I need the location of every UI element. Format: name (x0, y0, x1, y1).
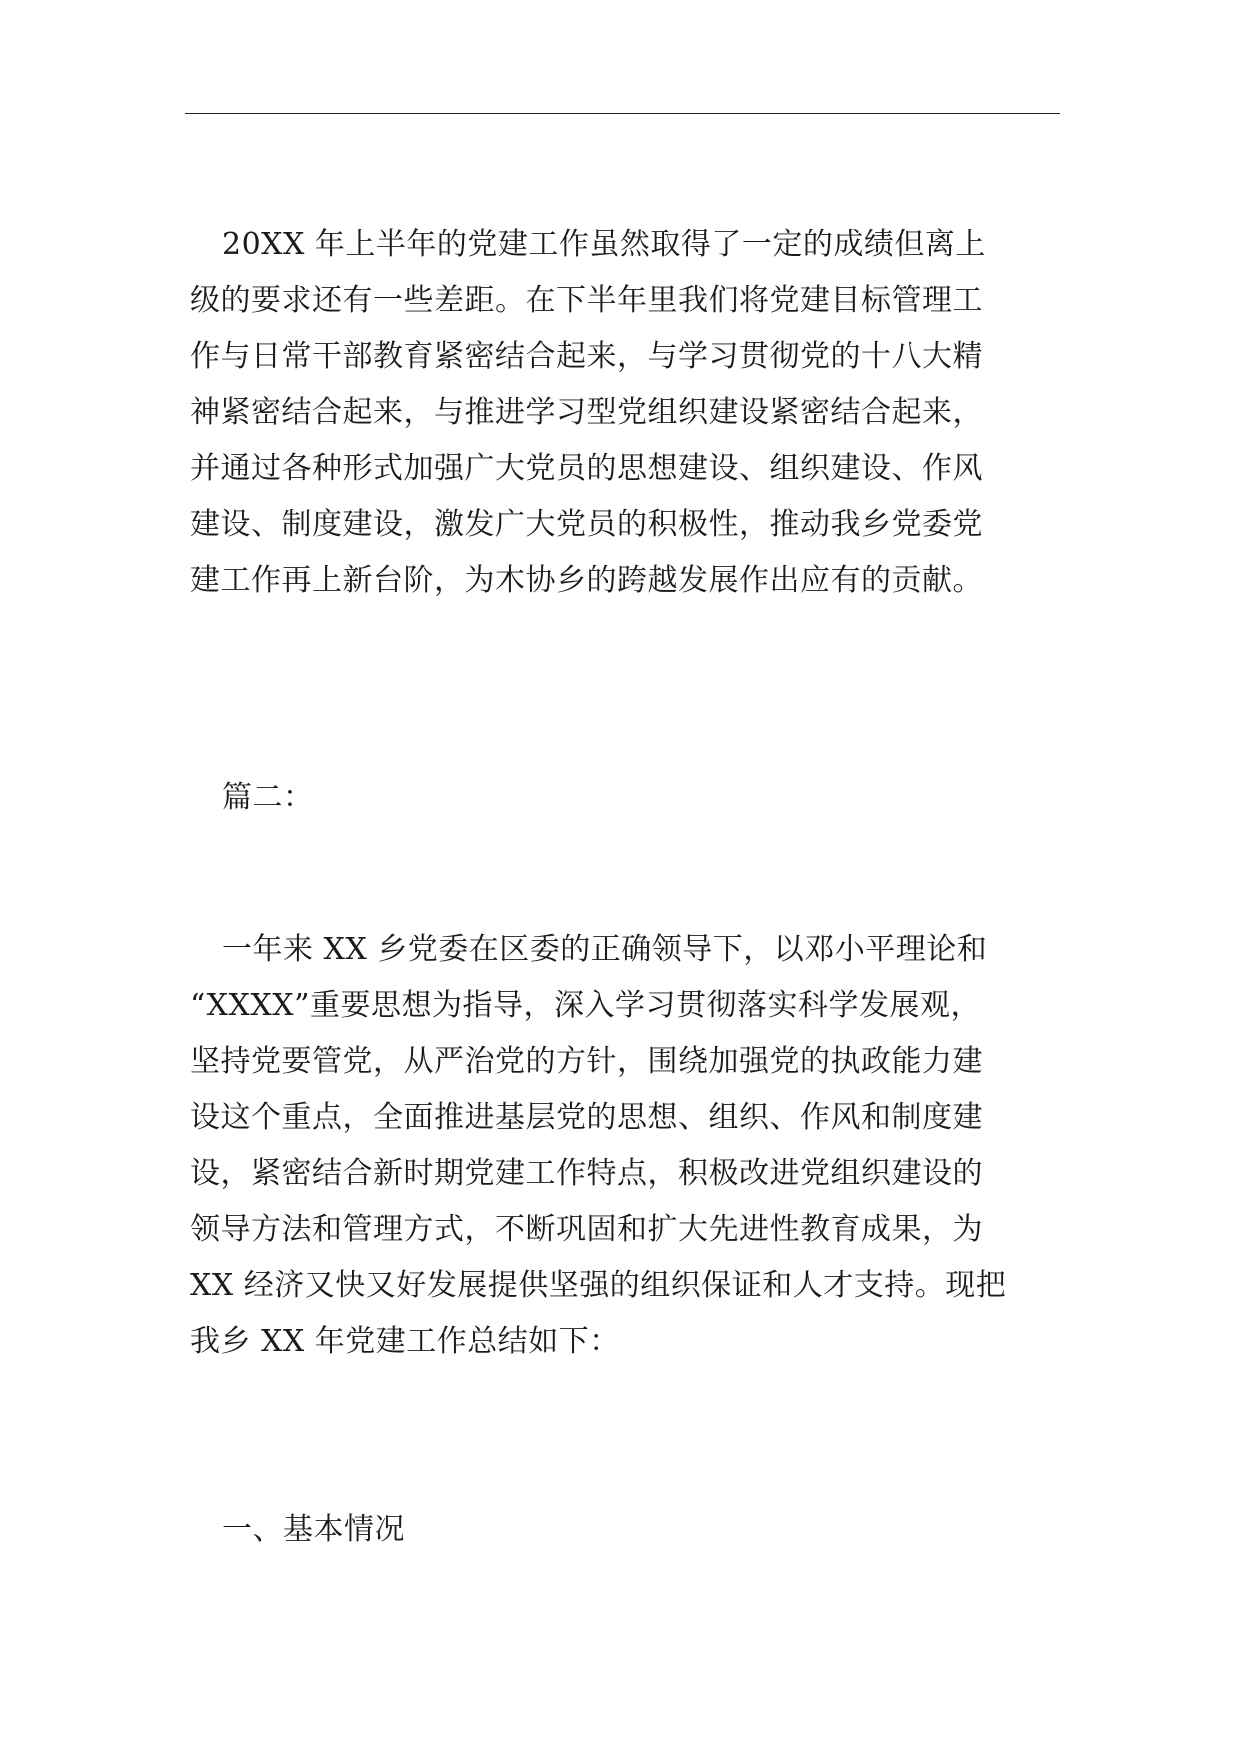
part-two-heading: 篇二： (222, 780, 314, 815)
header-rule (185, 113, 1060, 114)
paragraph-line: 作与日常干部教育紧密结合起来，与学习贯彻党的十八大精 (190, 339, 983, 374)
paragraph-line: “XXXX”重要思想为指导，深入学习贯彻落实科学发展观， (190, 988, 981, 1023)
paragraph-line: 级的要求还有一些差距。在下半年里我们将党建目标管理工 (190, 283, 983, 318)
paragraph-line: 建设、制度建设，激发广大党员的积极性，推动我乡党委党 (190, 507, 983, 542)
paragraph-line: 设这个重点，全面推进基层党的思想、组织、作风和制度建 (190, 1100, 983, 1135)
paragraph-line: 坚持党要管党，从严治党的方针，围绕加强党的执政能力建 (190, 1044, 983, 1079)
paragraph-line: 一年来 XX 乡党委在区委的正确领导下，以邓小平理论和 (222, 932, 988, 967)
paragraph-line: 20XX 年上半年的党建工作虽然取得了一定的成绩但离上 (222, 227, 986, 262)
paragraph-line: XX 经济又快又好发展提供坚强的组织保证和人才支持。现把 (190, 1268, 1007, 1303)
section-heading: 一、基本情况 (222, 1512, 405, 1547)
paragraph-line: 我乡 XX 年党建工作总结如下： (190, 1324, 620, 1359)
paragraph-line: 神紧密结合起来，与推进学习型党组织建设紧密结合起来， (190, 395, 983, 430)
paragraph-line: 设，紧密结合新时期党建工作特点，积极改进党组织建设的 (190, 1156, 983, 1191)
paragraph-line: 并通过各种形式加强广大党员的思想建设、组织建设、作风 (190, 451, 983, 486)
paragraph-line: 建工作再上新台阶，为木协乡的跨越发展作出应有的贡献。 (190, 563, 983, 598)
paragraph-line: 领导方法和管理方式，不断巩固和扩大先进性教育成果，为 (190, 1212, 983, 1247)
